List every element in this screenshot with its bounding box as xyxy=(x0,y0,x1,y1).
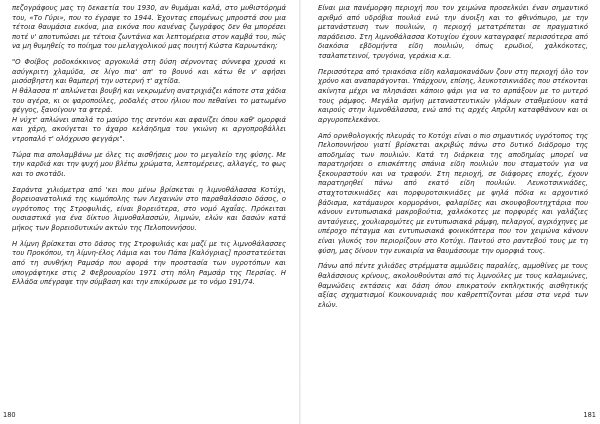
paragraph: Περισσότερα από τριακόσια είδη καλαμοκανάδων ζουν στη περιοχή όλο τον χρόνο και αναπαράγονται. Υπάρχουν, επίσης, λευκοτσικνιάδες που στέκονται ακίνητα μέχρι να πλησιάσει κάποιο ψάρι για να το αρπάξουν με το μυτερό τους ράμφος. Μεγάλα σμήνη μεταναστευτικών γλάρων σταθμεύουν κατά καιρούς στην λιμνοθάλασσα, ενώ από τις αρχές Απρίλη καταφθάνουν και οι αργυροπελεκάνοι. xyxy=(318,67,588,124)
page-number: 181 xyxy=(583,411,596,419)
paragraph: Η λίμνη βρίσκεται στο δάσος της Στροφυλιάς και μαζί με τις λιμνοθάλασσες του Προκόπου, τη λίμνη-έλος Λάμια και του Πάπα [Καλόγριας] προστατεύεται από τη συνθήκη Ραμσάρ που αφορά την προστασία των υγροτόπων και υπογράφτηκε στις 2 Φεβρουαρίου 1971 στη πόλη Ραμσάρ της Περσίας. Η Ελλάδα υπέγραψε την σύμβαση και την επικύρωσε με το νόμο 191/74. xyxy=(12,239,286,287)
paragraph: Πάνω από πέντε χιλιάδες στρέμματα αμμώδεις παραλίες, αμμοθίνες με τους θαλάσσιους κρίνους, ακολουθούνται από τις λιμνούλες με τους καλαμιώνες, θαμνώδεις εκτάσεις και δάση όπου επικρατούν εκπληκτικής αισθητικής αξίας σχηματισμοί Κουκουναριάς που καθρεπτίζονται μέσα στα νερά των ελών. xyxy=(318,262,588,309)
page-number: 180 xyxy=(3,411,16,419)
right-page xyxy=(300,0,600,424)
right-text-column xyxy=(318,4,588,317)
paragraph: πεζογράφους μας τη δεκαετία του 1930, αν θυμάμαι καλά, στο μυθιστόρημά του, «Το Γύρι», που το έγραψε το 1944. Έχοντας επομένως μπροστά σου μια τέτοια θαυμάσια εικόνα, μια εικόνα που κανένας ζωγράφος δεν θα μπορέσει ποτέ ν' αποτυπώσει με τέτοια ζωντάνια και λεπτομέρεια στον καμβά του, πώς να μη θυμηθείς το ποίημα του μελαγχολικού μας ποιητή Κώστα Καρυωτάκη; xyxy=(12,4,286,51)
quoted-poem: "Ο Φοίβος ροδοκόκκινος αργοκυλά στη δύση σέρνοντας σύννεφα χρυσά κι ασύγκριτη χλαμύδα, σε λίγο πια' απ' το βουνό και κάτω θε ν' αφήσει μισόσβηστη και θαμπερή την υστερνή τ' αχτίδα. Η θάλασσα π' απλώνεται βουβή και νεκρωμένη ανατριχιάζει κάποτε στα χάδια του αγέρα, κι οι ψαροπούλες, ροδαλές στου ήλιου που πεθαίνει το ματωμένο φέγγος, ξανοίγουν τα φτερά. Η νύχτ' απλώνει απαλά το μαύρο της σεντόνι και αφανίζει όπου καθ' ομορφιά και χάρη, ακούγεται το άχαρο κελάηδημα του γκιώνη κι αργοπροβάλλει ντροπαλό τ' ολόχρυσο φεγγάρι". xyxy=(12,58,286,143)
paragraph: Σαράντα χιλιόμετρα από 'κει που μένω βρίσκεται η λιμνοθάλασσα Κοτύχι, βορειοανατολικά της κωμόπολης των Λεχαινών στο παραθαλάσσιο δάσος, ο υγρότοπος της Στροφυλιάς, είναι βορειότερα, στο νομό Αχαΐας. Πρόκειται ουσιαστικά για ένα δίκτυο λιμνοθαλασσών, λιμνών, ελών και δασών κατά μήκος των βορειοδυτικών ακτών της Πελοποννήσου. xyxy=(12,185,286,233)
paragraph: Τώρα πια απολαμβάνω με όλες τις αισθήσεις μου το μεγαλείο της φύσης. Με την καρδιά και την ψυχή μου βλέπω χρώματα, λεπτομέρειες, αλλαγές, το φως και το σκοτάδι. xyxy=(12,150,286,178)
left-text-column xyxy=(12,4,286,294)
paragraph: Είναι μια πανέμορφη περιοχή που τον χειμώνα προσελκύει έναν σημαντικό αριθμό από υδρόβια πουλιά ενώ την άνοιξη και το φθινόπωρο, με την μετανάστευση των πουλιών, η περιοχή μετατρέπεται σε πραγματικό παράδεισο. Στη λιμνοθάλασσα Κοτυχίου έχουν καταγραφεί περισσότερα από διακόσια εβδομήντα είδη πουλιών, όπως ερωδιοί, χαλκόκοτες, τσαλαπετεινοί, τρυγόνια, γεράκια κ.α. xyxy=(318,4,588,60)
paragraph: Από ορνιθολογικής πλευράς το Κοτύχι είναι ο πιο σημαντικός υγρότοπος της Πελοποννήσου γιατί βρίσκεται ακριβώς πάνω στο δυτικό διάδρομο της αποδημίας των πουλιών. Κατά τη διάρκεια της αποδημίας μπορεί να παρατηρήσει ο επισκέπτης σπάνια είδη πουλιών που σταματούν για να ξεκουραστούν και να τραφούν. Στη περιοχή, σε διάφορες εποχές, έχουν παρατηρηθεί πάνω από εκατό είδη πουλιών. Λευκοτσικνιάδες, σταχτοτσικνιάδες και πορφυροτσικνιάδες με ψηλά πόδια κι αρχοντικό βάδισμα, κατάμαυροι κορμοράνοι, φαλαρίδες και σκουφοβουτηχτάρια που κάνουν εντυπωσιακά μακροβούτια, χαλκόκοτες με πορφυρές και γαλάζιες ανταύγειες, χουλιαρομύτες με εντυπωσιακά ράμφη, πελαργοί, αγριόχηνες με υπέροχο πέταγμα και εντυπωσιακά φοινικόπτερα που τον χειμώνα κάνουν είναι γλυκός τον περιορίζουν στο Κοτύχι. Παντού στο ραντεβού τους με τη φύση, μας δίνουν την ευκαιρία να θαυμάσουμε την ομορφιά τους. xyxy=(318,131,588,255)
